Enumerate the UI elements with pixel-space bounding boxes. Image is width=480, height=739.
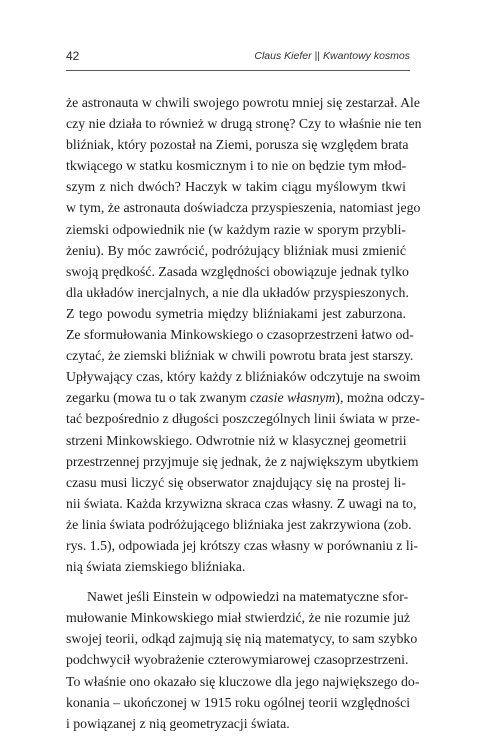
text-line: tać bezpośrednio z długości poszczególnych linii świata w prze-: [66, 411, 420, 427]
text-line: strzeni Minkowskiego. Odwrotnie niż w klasycznej geometrii: [66, 432, 407, 448]
text-line: swojej teorii, odkąd zajmują się nią matematycy, to sam szybko: [66, 631, 418, 647]
text-line: tkwiącego w statku kosmicznym i to nie on będzie tym młod-: [66, 158, 407, 174]
text-line: i powiązanej z nią geometryzacji świata.: [66, 715, 290, 731]
running-header: [254, 50, 410, 62]
text-line: mułowanie Minkowskiego miał stwierdzić, że nie rozumie już: [66, 610, 411, 626]
text-line: [66, 387, 425, 408]
text-line: nii świata. Każda krzywizna skraca czas własny. Z uwagi na to,: [66, 495, 417, 511]
text-line: czasu musi liczyć się obserwator znajdujący się na prostej li-: [66, 474, 406, 490]
header-rule: [66, 70, 410, 71]
text-line: ziemski odpowiednik nie (w każdym razie w sporym przybli-: [66, 221, 406, 237]
text-line: Ze sformułowania Minkowskiego o czasoprzestrzeni łatwo od-: [66, 327, 414, 343]
paragraph-1: [66, 92, 425, 577]
paragraph-2: [66, 586, 420, 734]
header-book-title: Kwantowy kosmos: [323, 50, 410, 62]
header-separator: ||: [314, 50, 321, 62]
text-line: przestrzennej przyjmuje się jednak, że z największym ubytkiem: [66, 453, 419, 469]
text-line: konania – ukończonej w 1915 roku ogólnej teorii względności: [66, 694, 411, 710]
body-text: [66, 92, 425, 734]
text-line: że astronauta w chwili swojego powrotu mniej się zestarzał. Ale: [66, 95, 421, 110]
header-author: Claus Kiefer: [254, 50, 312, 62]
text-line: że linia świata podróżującego bliźniaka jest zakrzywiona (zob.: [66, 516, 412, 532]
italic-term: czasie własnym: [249, 390, 336, 406]
text-line: podchwycił wyobrażenie czterowymiarowej czasoprzestrzeni.: [66, 652, 409, 668]
text-line: żeniu). By móc zawrócić, podróżujący bliźniak musi zmienić: [66, 242, 406, 258]
text-line: Upływający czas, który każdy z bliźniaków odczytuje na swoim: [66, 369, 421, 385]
text-line: rys. 1.5), odpowiada jej krótszy czas własny w porównaniu z li-: [66, 537, 419, 553]
text-line: Nawet jeśli Einstein w odpowiedzi na matematyczne sfor-: [87, 589, 409, 605]
line-text-segment: zegarku (mowa tu o tak zwanym: [66, 390, 250, 406]
paragraph-gap: [66, 577, 406, 586]
text-line: Z tego powodu symetria między bliźniakami jest zaburzona.: [66, 305, 406, 321]
text-line: szym z nich dwóch? Haczyk w takim ciągu myślowym tkwi: [66, 179, 406, 195]
text-line: nią świata ziemskiego bliźniaka.: [66, 559, 246, 575]
text-line: bliźniak, który pozostał na Ziemi, porusza się względem brata: [66, 137, 409, 153]
text-line: czytać, że ziemski bliźniak w chwili powrotu brata jest starszy.: [66, 348, 414, 364]
text-line: dla układów inercjalnych, a nie dla układów przyspieszonych.: [66, 284, 409, 300]
text-line: czy nie działa to również w drugą stronę? Czy to właśnie nie ten: [66, 116, 422, 132]
text-line: w tym, że astronauta doświadcza przyspieszenia, natomiast jego: [66, 200, 421, 216]
text-line: swoją prędkość. Zasada względności obowiązuje jednak tylko: [66, 263, 409, 279]
line-text-segment: ), można odczy-: [335, 390, 425, 406]
page-number: 42: [66, 49, 80, 63]
text-line: To właśnie ono okazało się kluczowe dla jego największego do-: [66, 673, 420, 689]
